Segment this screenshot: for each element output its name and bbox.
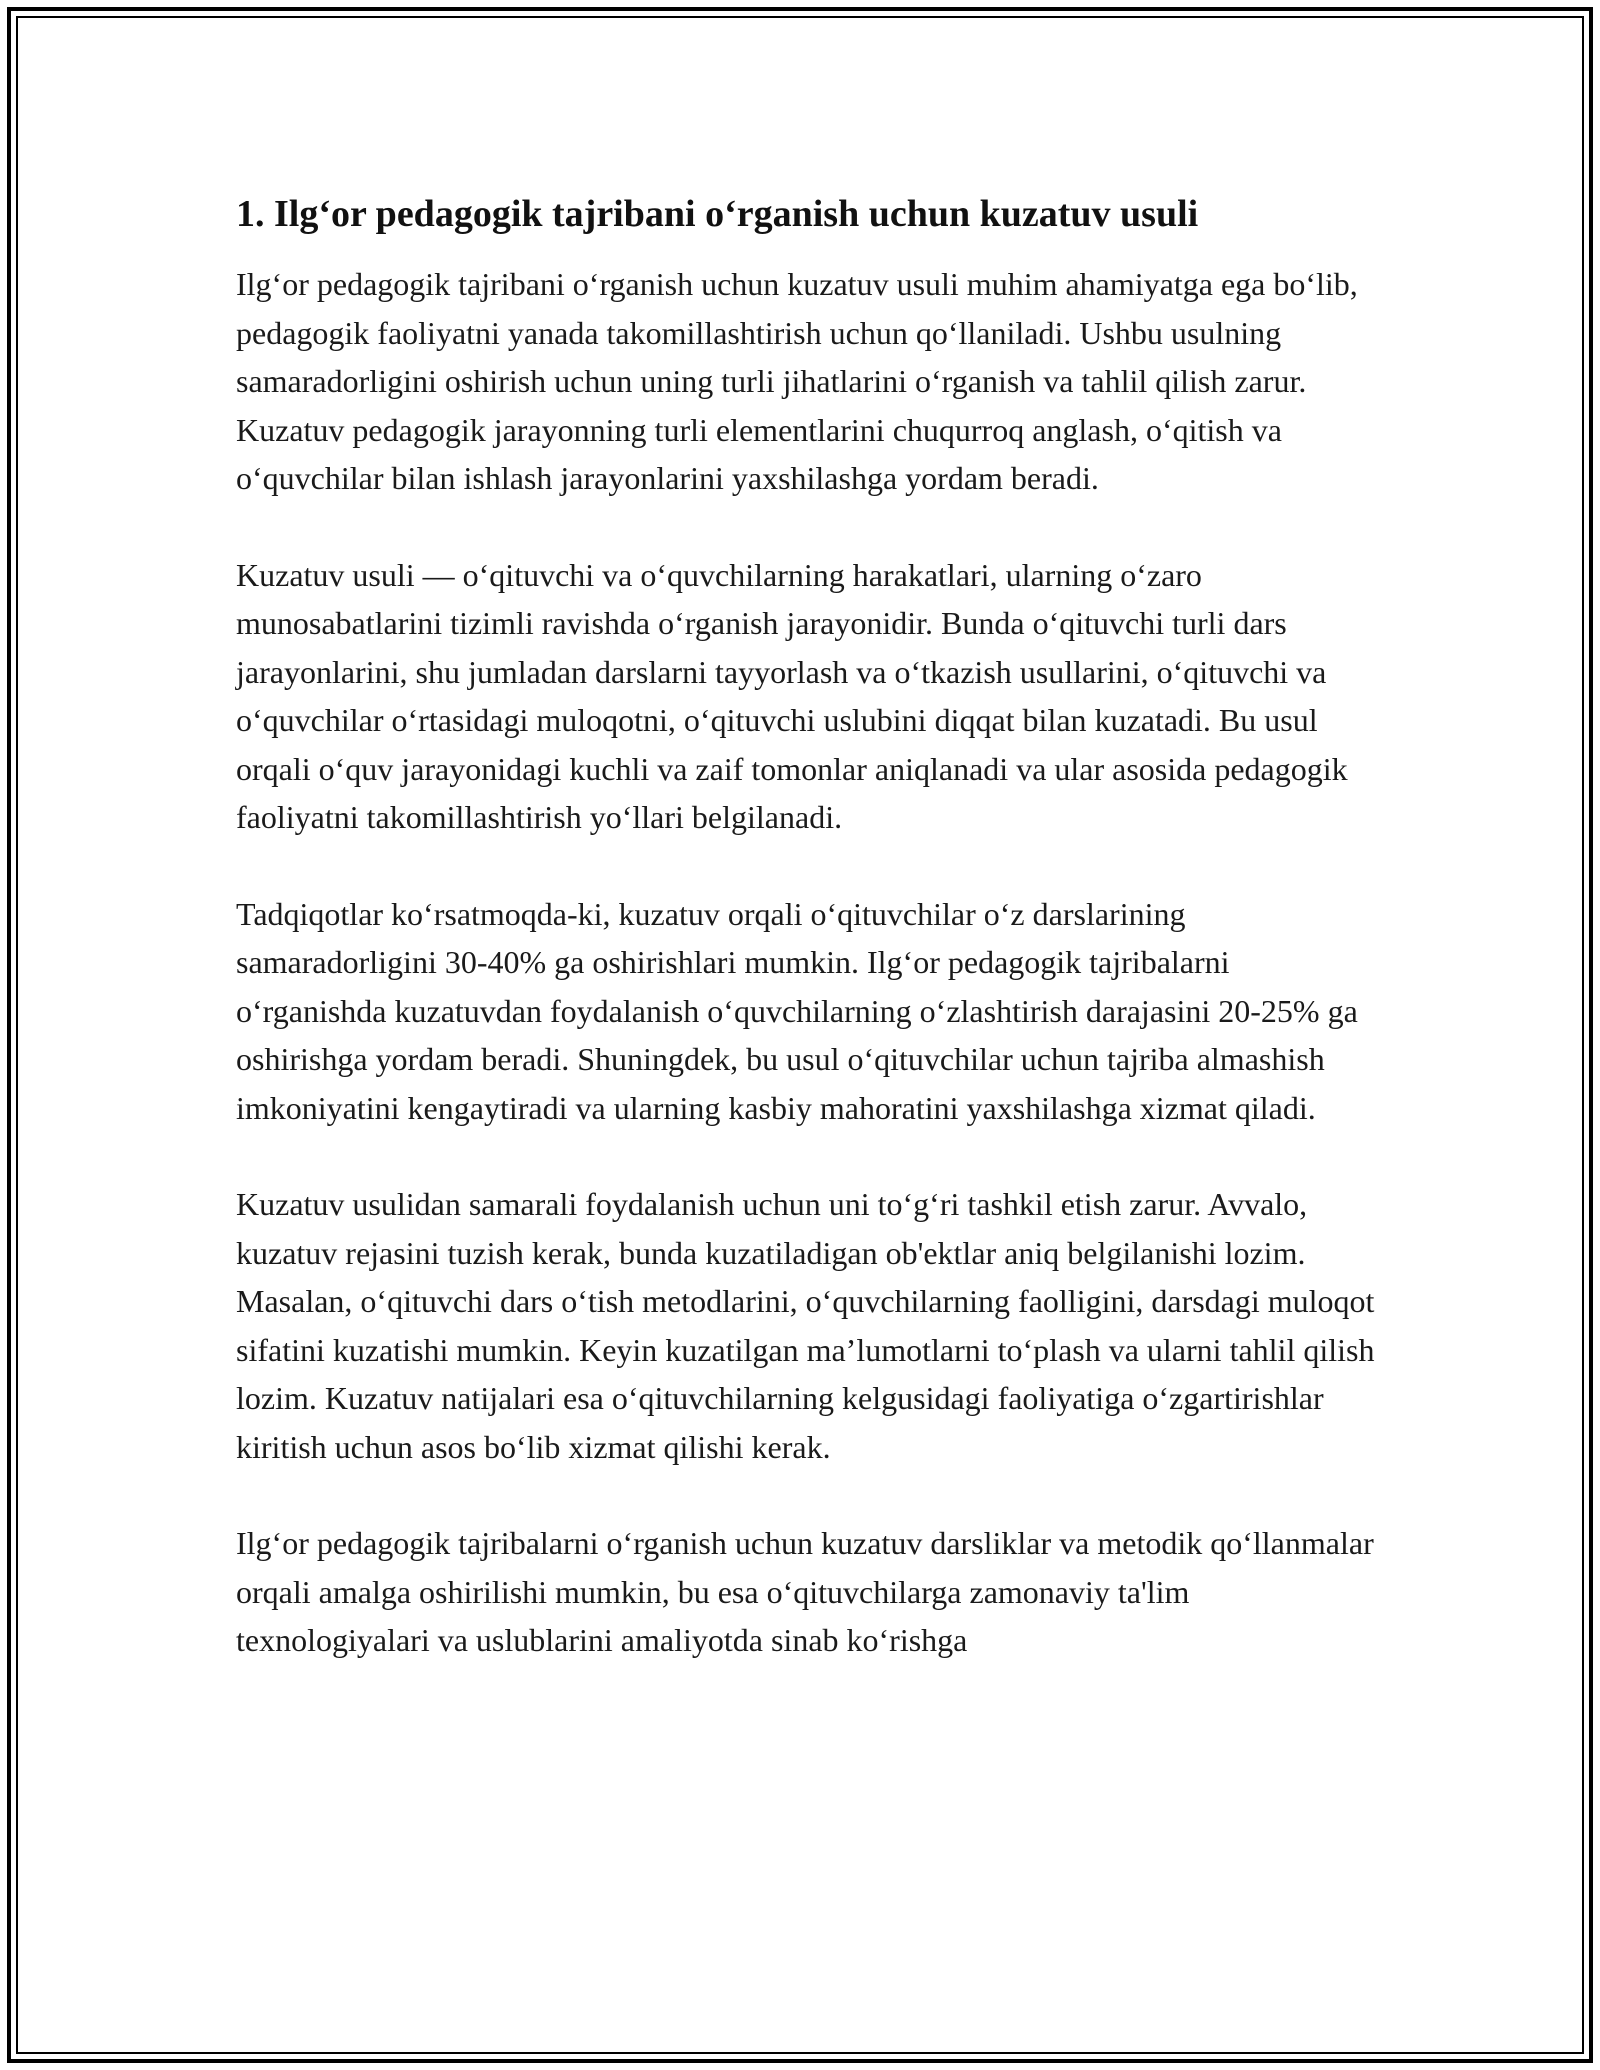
paragraph-5: Ilg‘or pedagogik tajribalarni o‘rganish uchun kuzatuv darsliklar va metodik qo‘llanmalar orqali amalga oshirilishi mumkin, bu esa o‘qituvchilarga zamonaviy ta'lim texnologiyalari va uslublarini amaliyotda sinab ko‘rishga [236,1525,1374,1658]
paragraph-1: Ilg‘or pedagogik tajribani o‘rganish uchun kuzatuv usuli muhim ahamiyatga ega bo‘lib, pedagogik faoliyatni yanada takomillashtirish uchun qo‘llaniladi. Ushbu usulning samaradorligini oshirish uchun uning turli jihatlarini o‘rganish va tahlil qilish zarur. Kuzatuv pedagogik jarayonning turli elementlarini chuqurroq anglash, o‘qitish va o‘quvchilar bilan ishlash jarayonlarini yaxshilashga yordam beradi. [236,266,1358,496]
paragraph-3: Tadqiqotlar ko‘rsatmoqda-ki, kuzatuv orqali o‘qituvchilar o‘z darslarining samaradorligini 30-40% ga oshirishlari mumkin. Ilg‘or pedagogik tajribalarni o‘rganishda kuzatuvdan foydalanish o‘quvchilarning o‘zlashtirish darajasini 20-25% ga oshirishga yordam beradi. Shuningdek, bu usul o‘qituvchilar uchun tajriba almashish imkoniyatini kengaytiradi va ularning kasbiy mahoratini yaxshilashga xizmat qiladi. [236,895,1358,1126]
document-body [236,188,1386,1713]
section-heading: 1. Ilg‘or pedagogik tajribani o‘rganish uchun kuzatuv usuli [236,193,1199,235]
paragraph-4: Kuzatuv usulidan samarali foydalanish uchun uni to‘g‘ri tashkil etish zarur. Avvalo, kuzatuv rejasini tuzish kerak, bunda kuzatiladigan ob'ektlar aniq belgilanishi lozim. Masalan, o‘qituvchi dars o‘tish metodlarini, o‘quvchilarning faolligini, darsdagi muloqot sifatini kuzatishi mumkin. Keyin kuzatilgan ma’lumotlarni to‘plash va ularni tahlil qilish lozim. Kuzatuv natijalari esa o‘qituvchilarning kelgusidagi faoliyatiga o‘zgartirishlar kiritish uchun asos bo‘lib xizmat qilishi kerak. [236,1186,1375,1465]
paragraph-2: Kuzatuv usuli — o‘qituvchi va o‘quvchilarning harakatlari, ularning o‘zaro munosabatlarini tizimli ravishda o‘rganish jarayonidir. Bunda o‘qituvchi turli dars jarayonlarini, shu jumladan darslarni tayyorlash va o‘tkazish usullarini, o‘qituvchi va o‘quvchilar o‘rtasidagi muloqotni, o‘qituvchi uslubini diqqat bilan kuzatadi. Bu usul orqali o‘quv jarayonidagi kuchli va zaif tomonlar aniqlanadi va ular asosida pedagogik faoliyatni takomillashtirish yo‘llari belgilanadi. [236,556,1348,835]
